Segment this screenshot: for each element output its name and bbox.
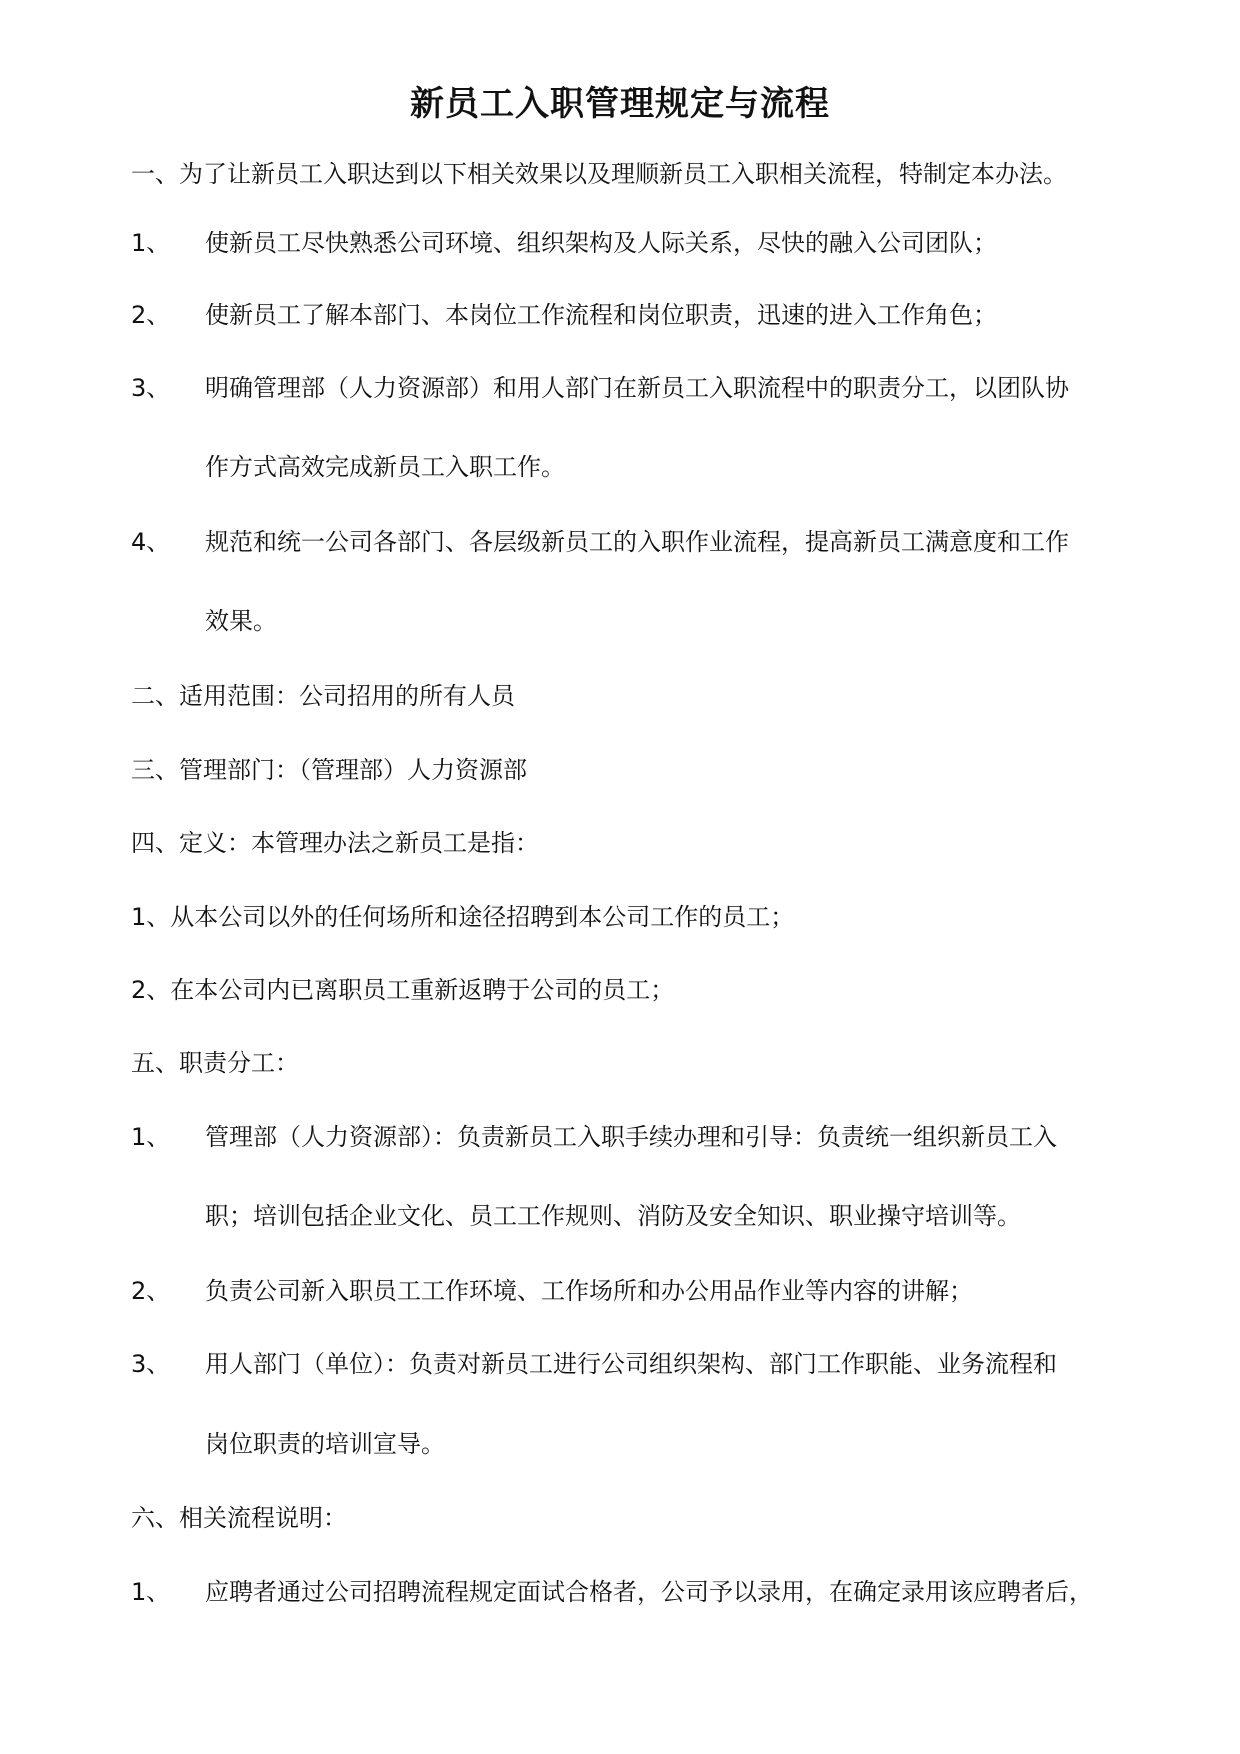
s5-item-1-text-line-2: 职；培训包括企业文化、员工工作规则、消防及安全知识、职业操守培训等。	[205, 1202, 1021, 1230]
s5-item-3-text-line-2: 岗位职责的培训宣导。	[205, 1430, 445, 1458]
s1-item-1-text: 使新员工尽快熟悉公司环境、组织架构及人际关系，尽快的融入公司团队；	[205, 229, 997, 257]
s4-item-2: 2、在本公司内已离职员工重新返聘于公司的员工；	[131, 976, 675, 1004]
s5-item-3-number: 3、	[131, 1350, 171, 1378]
document-title: 新员工入职管理规定与流程	[410, 84, 830, 124]
section-5-heading: 五、职责分工：	[131, 1049, 299, 1077]
s1-item-3-text-line-1: 明确管理部（人力资源部）和用人部门在新员工入职流程中的职责分工，以团队协	[205, 374, 1069, 402]
s1-item-2-text: 使新员工了解本部门、本岗位工作流程和岗位职责，迅速的进入工作角色；	[205, 301, 997, 329]
s1-item-3-text-line-2: 作方式高效完成新员工入职工作。	[205, 453, 565, 481]
s1-item-4-number: 4、	[131, 528, 171, 556]
s6-item-1-text: 应聘者通过公司招聘流程规定面试合格者，公司予以录用，在确定录用该应聘者后，	[205, 1578, 1093, 1606]
s5-item-1-text-line-1: 管理部（人力资源部）：负责新员工入职手续办理和引导：负责统一组织新员工入	[205, 1123, 1057, 1151]
s1-item-1-number: 1、	[131, 229, 171, 257]
s1-item-3-number: 3、	[131, 374, 171, 402]
section-6-heading: 六、相关流程说明：	[131, 1504, 347, 1532]
s1-item-4-text-line-2: 效果。	[205, 607, 277, 635]
s1-item-4-text-line-1: 规范和统一公司各部门、各层级新员工的入职作业流程，提高新员工满意度和工作	[205, 528, 1069, 556]
s4-item-1: 1、从本公司以外的任何场所和途径招聘到本公司工作的员工；	[131, 903, 795, 931]
s5-item-1-number: 1、	[131, 1123, 171, 1151]
s6-item-1-number: 1、	[131, 1578, 171, 1606]
section-3-heading: 三、管理部门：（管理部）人力资源部	[131, 756, 527, 784]
s5-item-2-text: 负责公司新入职员工工作环境、工作场所和办公用品作业等内容的讲解；	[205, 1277, 973, 1305]
section-4-heading: 四、定义：本管理办法之新员工是指：	[131, 829, 539, 857]
s5-item-3-text-line-1: 用人部门（单位）：负责对新员工进行公司组织架构、部门工作职能、业务流程和	[205, 1350, 1057, 1378]
s5-item-2-number: 2、	[131, 1277, 171, 1305]
section-2-heading: 二、适用范围：公司招用的所有人员	[131, 682, 515, 710]
s1-item-2-number: 2、	[131, 301, 171, 329]
section-1-heading: 一、为了让新员工入职达到以下相关效果以及理顺新员工入职相关流程，特制定本办法。	[131, 160, 1067, 188]
